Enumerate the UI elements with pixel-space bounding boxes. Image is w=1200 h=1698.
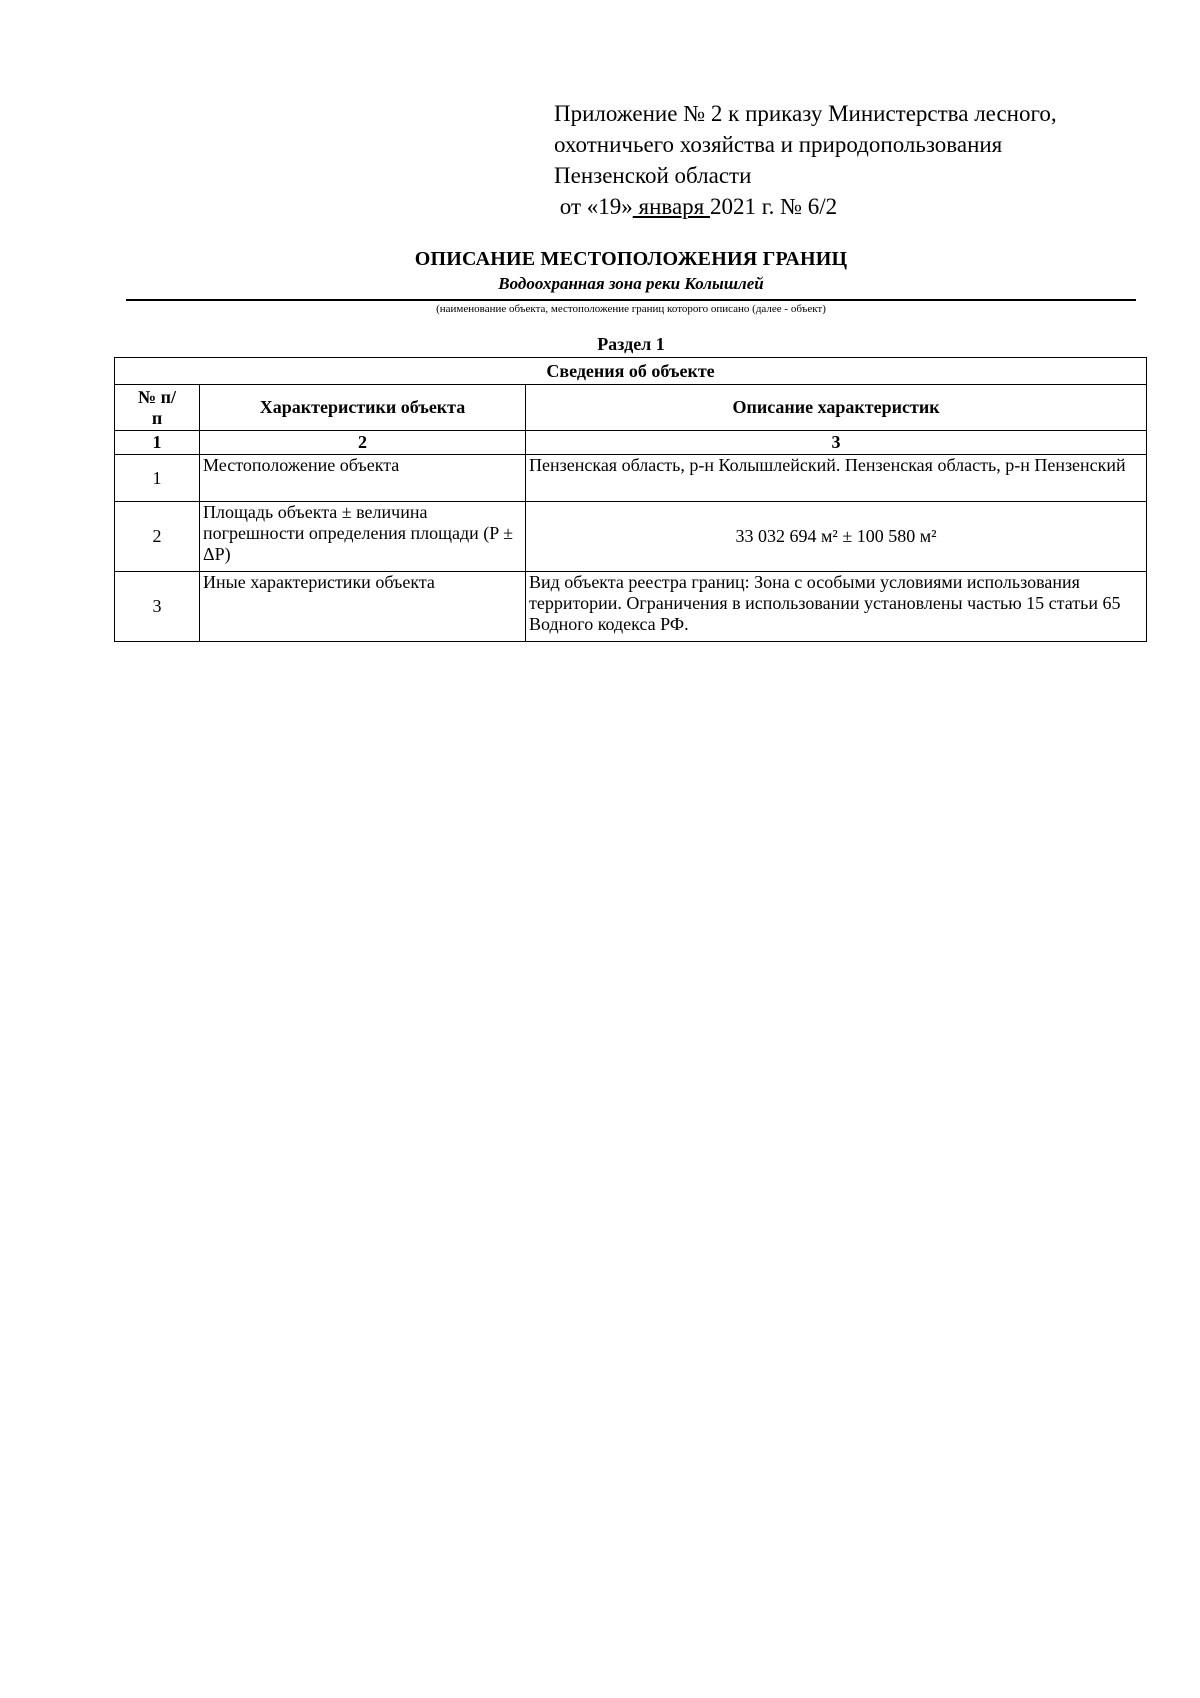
appendix-header — [554, 98, 1154, 222]
row-number: 3 — [115, 572, 200, 642]
row-description: Пензенская область, р-н Колышлейский. Пензенская область, р-н Пензенский — [526, 455, 1147, 502]
object-name: Водоохранная зона реки Колышлей — [498, 274, 764, 293]
section-label: Раздел 1 — [597, 334, 665, 354]
row-number: 1 — [115, 455, 200, 502]
appendix-line-3: Пензенской области — [554, 163, 752, 188]
column-number-2: 2 — [200, 431, 526, 455]
appendix-line-4 — [554, 191, 1154, 222]
object-info-table — [114, 357, 1147, 642]
header-num: № п/п — [115, 385, 200, 431]
table-caption-row — [115, 358, 1147, 385]
order-month: января — [632, 194, 710, 219]
appendix-line-2: охотничьего хозяйства и природопользования — [554, 132, 1003, 157]
order-number: 2021 г. № 6/2 — [709, 194, 838, 219]
appendix-line-1: Приложение № 2 к приказу Министерства лесного, — [554, 101, 1057, 126]
row-number: 2 — [115, 502, 200, 572]
row-description: 33 032 694 м² ± 100 580 м² — [526, 502, 1147, 572]
row-characteristic: Иные характеристики объекта — [200, 572, 526, 642]
row-characteristic: Площадь объекта ± величина погрешности определения площади (P ± ΔP) — [200, 502, 526, 572]
divider-line — [126, 299, 1136, 301]
header-description: Описание характеристик — [526, 385, 1147, 431]
table-caption: Сведения об объекте — [115, 358, 1147, 385]
column-number-row — [115, 431, 1147, 455]
object-caption: (наименование объекта, местоположение границ которого описано (далее - объект) — [436, 303, 826, 315]
row-description: Вид объекта реестра границ: Зона с особыми условиями использования территории. Ограничения в использовании установлены частью 15 статьи 65 Водного кодекса РФ. — [526, 572, 1147, 642]
order-date-prefix: от «19» — [559, 194, 633, 219]
row-characteristic: Местоположение объекта — [200, 455, 526, 502]
header-characteristics: Характеристики объекта — [200, 385, 526, 431]
table-header-row — [115, 385, 1147, 431]
column-number-1: 1 — [115, 431, 200, 455]
table-row — [115, 572, 1147, 642]
document-title: ОПИСАНИЕ МЕСТОПОЛОЖЕНИЯ ГРАНИЦ — [414, 248, 848, 270]
table-row — [115, 502, 1147, 572]
column-number-3: 3 — [526, 431, 1147, 455]
table-row — [115, 455, 1147, 502]
